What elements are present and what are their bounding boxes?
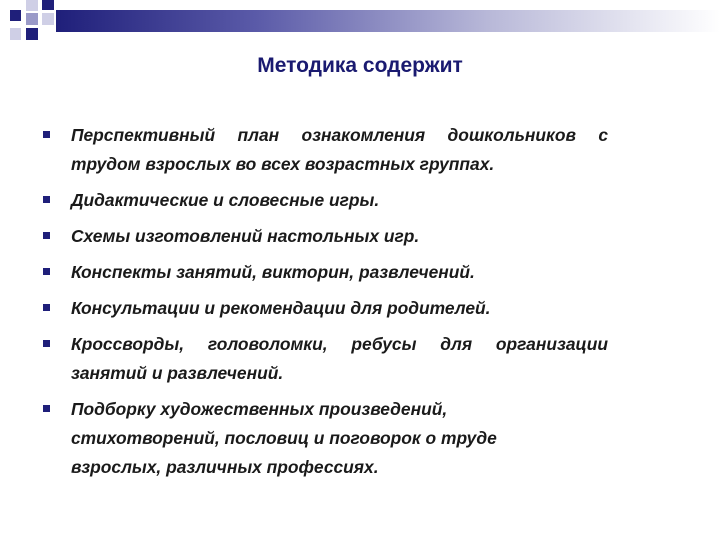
list-item [40,294,640,323]
slide-title: Методика содержит [257,54,463,77]
corner-square-4 [26,13,38,25]
corner-square-6 [26,28,38,40]
square-bullet-icon [43,232,50,239]
content-list [40,121,640,489]
list-item-text: Консультации и рекомендации для родителей. [71,298,491,318]
list-item [40,330,608,388]
list-item-text: Дидактические и словесные игры. [71,190,380,210]
square-bullet-icon [43,196,50,203]
square-bullet-icon [43,304,50,311]
corner-square-1 [10,10,21,21]
list-item-text: Перспективный план ознакомления дошкольников с трудом взрослых во всех возрастных группах. [71,125,608,174]
square-bullet-icon [43,131,50,138]
corner-square-5 [42,13,54,25]
square-bullet-icon [43,405,50,412]
list-item [40,186,640,215]
square-bullet-icon [43,340,50,347]
square-bullet-icon [43,268,50,275]
corner-square-3 [42,0,54,10]
list-item-text: Кроссворды, головоломки, ребусы для организации занятий и развлечений. [71,334,608,383]
list-item-text: Подборку художественных произведений, стихотворений, пословиц и поговорок о труде взрослых, различных профессиях. [71,399,497,477]
list-item-text: Схемы изготовлений настольных игр. [71,226,420,246]
corner-square-7 [10,28,21,40]
corner-square-2 [26,0,38,11]
list-item [40,121,608,179]
list-item [40,395,541,482]
list-item-text: Конспекты занятий, викторин, развлечений. [71,262,475,282]
list-item [40,258,640,287]
list-item [40,222,640,251]
header-gradient-bar [56,10,720,32]
